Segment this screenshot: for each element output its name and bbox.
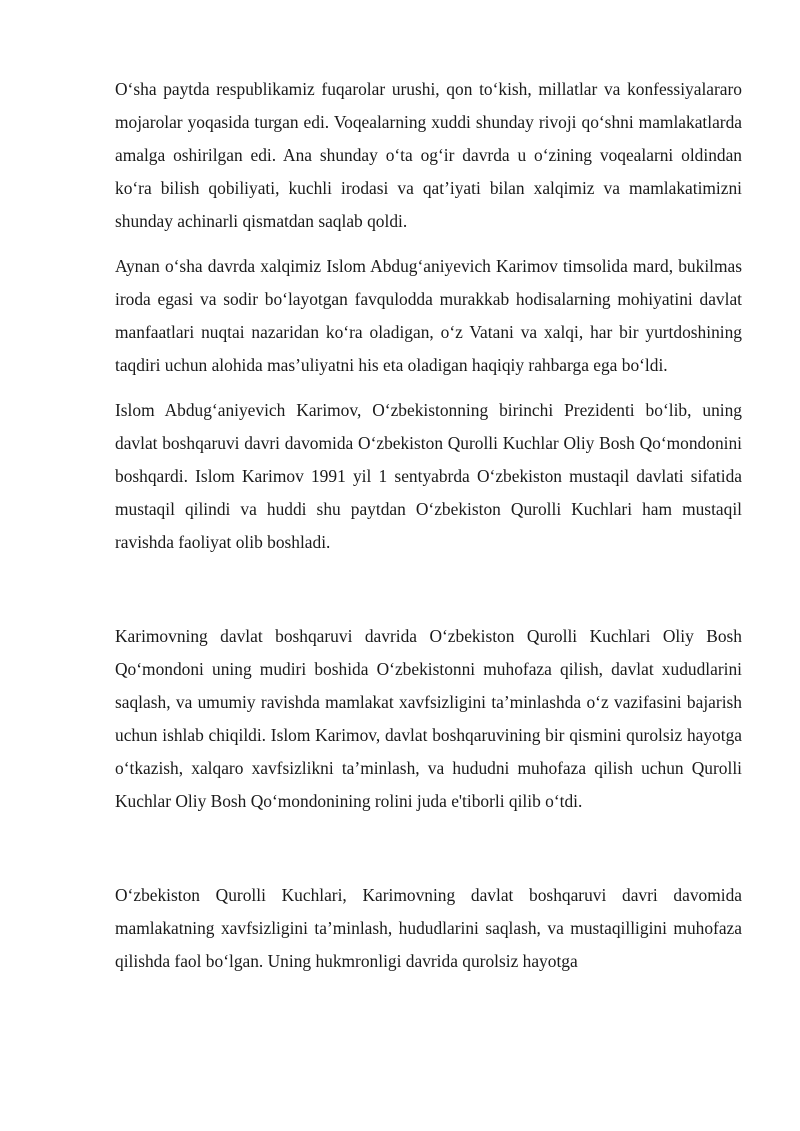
document-body	[115, 73, 742, 978]
paragraph-4: Karimovning davlat boshqaruvi davrida O‘zbekiston Qurolli Kuchlari Oliy Bosh Qo‘mondoni uning mudiri boshida O‘zbekistonni muhofaza qilish, davlat xududlarini saqlash, va umumiy ravishda mamlakat xavfsizligini ta’minlashda o‘z vazifasini bajarish uchun ishlab chiqildi. Islom Karimov, davlat boshqaruvining bir qismini qurolsiz hayotga o‘tkazish, xalqaro xavfsizlikni ta’minlash, va hududni muhofaza qilish uchun Qurolli Kuchlar Oliy Bosh Qo‘mondonining rolini juda e'tiborli qilib o‘tdi.	[115, 626, 742, 811]
paragraph-2: Aynan o‘sha davrda xalqimiz Islom Abdug‘aniyevich Karimov timsolida mard, bukilmas iroda egasi va sodir bo‘layotgan favqulodda murakkab hodisalarning mohiyatini davlat manfaatlari nuqtai nazaridan ko‘ra oladigan, o‘z Vatani va xalqi, har bir yurtdoshining taqdiri uchun alohida mas’uliyatni his eta oladigan haqiqiy rahbarga ega bo‘ldi.	[115, 256, 742, 375]
paragraph-3: Islom Abdug‘aniyevich Karimov, O‘zbekistonning birinchi Prezidenti bo‘lib, uning davlat boshqaruvi davri davomida O‘zbekiston Qurolli Kuchlar Oliy Bosh Qo‘mondonini boshqardi. Islom Karimov 1991 yil 1 sentyabrda O‘zbekiston mustaqil davlati sifatida mustaqil qilindi va huddi shu paytdan O‘zbekiston Qurolli Kuchlari ham mustaqil ravishda faoliyat olib boshladi.	[115, 400, 742, 552]
paragraph-spacer	[115, 559, 742, 620]
paragraph-5: O‘zbekiston Qurolli Kuchlari, Karimovning davlat boshqaruvi davri davomida mamlakatning xavfsizligini ta’minlash, hududlarini saqlash, va mustaqilligini muhofaza qilishda faol bo‘lgan. Uning hukmronligi davrida qurolsiz hayotga	[115, 885, 742, 971]
paragraph-spacer	[115, 818, 742, 879]
paragraph-spacer	[115, 382, 742, 394]
paragraph-spacer	[115, 238, 742, 250]
paragraph-1: O‘sha paytda respublikamiz fuqarolar urushi, qon to‘kish, millatlar va konfessiyalararo mojarolar yoqasida turgan edi. Voqealarning xuddi shunday rivoji qo‘shni mamlakatlarda amalga oshirilgan edi. Ana shunday o‘ta og‘ir davrda u o‘zining voqealarni oldindan ko‘ra bilish qobiliyati, kuchli irodasi va qat’iyati bilan xalqimiz va mamlakatimizni shunday achinarli qismatdan saqlab qoldi.	[115, 79, 742, 231]
